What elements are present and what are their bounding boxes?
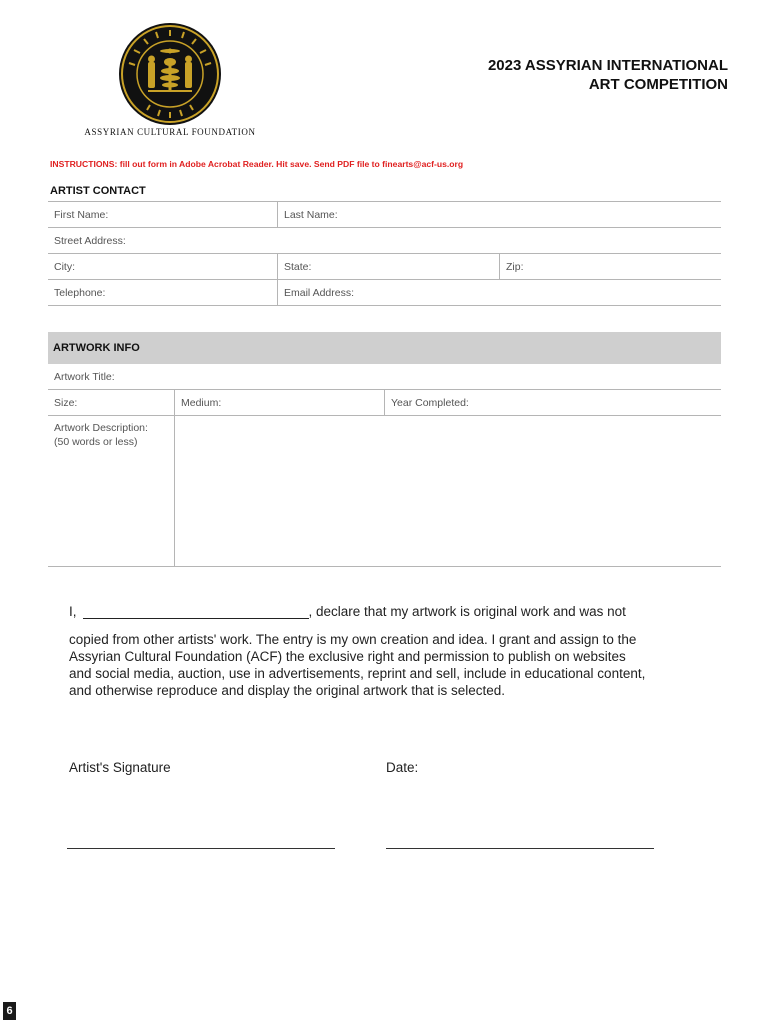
last-name-label: Last Name: [284,209,338,221]
state-field[interactable] [277,254,499,280]
title-line-1: 2023 ASSYRIAN INTERNATIONAL [487,57,728,74]
zip-field[interactable] [499,254,721,280]
year-completed-field[interactable] [384,390,721,416]
last-name-field[interactable] [277,202,721,228]
instructions-text: INSTRUCTIONS: fill out form in Adobe Acrobat Reader. Hit save. Send PDF file to finearts@acf-us.org [50,159,464,169]
state-label: State: [284,261,312,273]
artist-signature-label: Artist's Signature [69,760,171,775]
email-label: Email Address: [284,287,355,299]
artwork-info-header [48,332,721,364]
artwork-title-label: Artwork Title: [54,371,115,383]
telephone-field[interactable] [48,280,278,306]
city-row [48,254,721,280]
foundation-logo [118,22,222,126]
first-name-field[interactable] [48,202,278,228]
declaration-first-line [69,604,626,619]
description-label-line-2: (50 words or less) [54,436,138,448]
page-number-badge: 6 [3,1002,16,1020]
declaration-prefix: I, [69,604,77,619]
artwork-description-row [48,416,721,567]
declaration-suffix: , declare that my artwork is original work and was not [308,604,626,619]
title-line-2: ART COMPETITION [588,76,728,93]
date-line[interactable] [386,848,654,849]
street-address-label: Street Address: [54,235,126,247]
size-label: Size: [54,397,78,409]
date-label: Date: [386,760,419,775]
address-row [48,228,721,254]
artist-signature-line[interactable] [67,848,335,849]
artist-contact-heading: ARTIST CONTACT [50,185,146,197]
artwork-title-field[interactable] [48,364,721,390]
street-address-field[interactable] [48,228,721,254]
zip-label: Zip: [506,261,524,273]
phone-row [48,280,721,306]
city-field[interactable] [48,254,278,280]
city-label: City: [54,261,75,273]
description-label-line-1: Artwork Description: [54,422,148,434]
size-field[interactable] [48,390,174,416]
medium-label: Medium: [181,397,222,409]
medium-field[interactable] [174,390,384,416]
year-completed-label: Year Completed: [391,397,469,409]
name-row [48,202,721,228]
declaration-body: copied from other artists' work. The entry is my own creation and idea. I grant and assign to the Assyrian Cultural Foundation (ACF) the exclusive right and permission to publish on websites and social media, auction, use in advertisements, reprint and sell, include in educational content, and otherwise reproduce and display the original artwork that is selected. [69,632,646,698]
page-title [488,56,728,94]
artwork-details-row [48,390,721,416]
organization-name: ASSYRIAN CULTURAL FOUNDATION [84,127,256,137]
artwork-description-field[interactable] [174,416,721,566]
email-field[interactable] [277,280,721,306]
artwork-title-row [48,364,721,390]
telephone-label: Telephone: [54,287,106,299]
artwork-description-label [54,421,172,449]
first-name-label: First Name: [54,209,109,221]
artwork-info-heading: ARTWORK INFO [53,342,140,354]
artist-name-blank[interactable] [83,604,309,619]
